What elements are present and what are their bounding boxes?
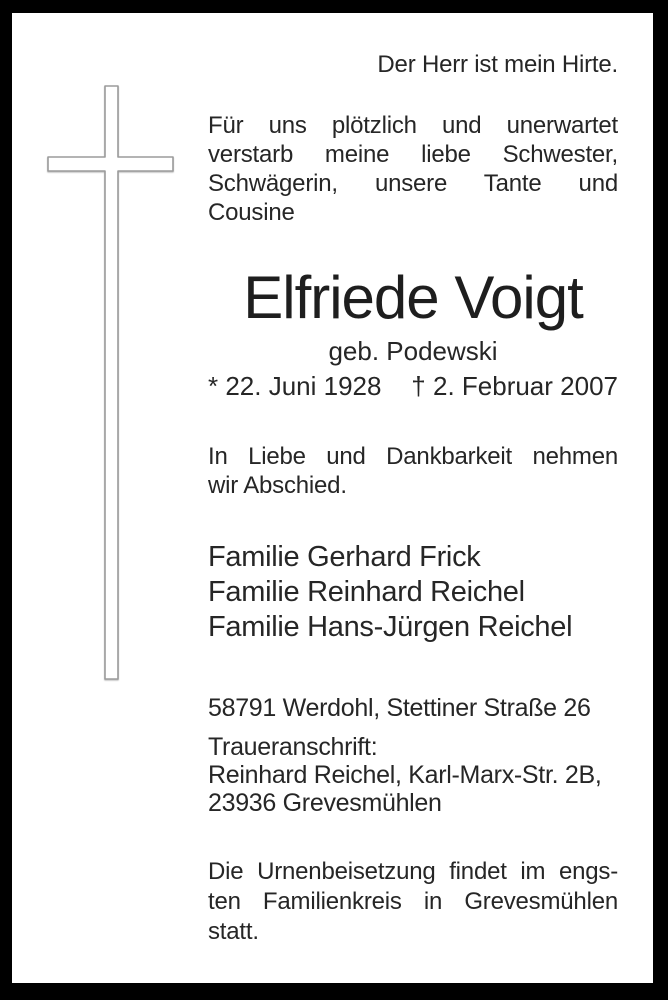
- residence-address: 58791 Werdohl, Stettiner Straße 26: [208, 694, 591, 722]
- intro-line: Cousine: [208, 199, 295, 226]
- funeral-info-line: ten Familienkreis in Grevesmühlen: [208, 888, 618, 915]
- motto: Der Herr ist mein Hirte.: [377, 51, 618, 78]
- mourner-line: Familie Gerhard Frick: [208, 541, 481, 573]
- cross-icon: [12, 13, 212, 713]
- life-dates: [208, 371, 618, 401]
- condolence-label: Traueranschrift:: [208, 733, 378, 761]
- deceased-name: Elfriede Voigt: [243, 264, 583, 331]
- funeral-info-paragraph: [208, 857, 618, 947]
- death-date: † 2. Februar 2007: [411, 371, 618, 401]
- mourners-list: [208, 540, 618, 645]
- birth-date: * 22. Juni 1928: [208, 371, 382, 401]
- farewell-paragraph: [208, 442, 618, 500]
- mourner-line: Familie Reinhard Reichel: [208, 576, 525, 608]
- maiden-name: geb. Podewski: [328, 336, 498, 366]
- obituary-card: [12, 13, 653, 983]
- farewell-line: In Liebe und Dankbarkeit nehmen: [208, 443, 618, 470]
- condolence-address-line: 23936 Grevesmühlen: [208, 789, 442, 817]
- intro-line: Schwägerin, unsere Tante und: [208, 170, 618, 197]
- mourner-line: Familie Hans-Jürgen Reichel: [208, 611, 573, 643]
- condolence-address-block: [208, 733, 618, 817]
- intro-line: verstarb meine liebe Schwester,: [208, 141, 618, 168]
- condolence-address-line: Reinhard Reichel, Karl-Marx-Str. 2B,: [208, 761, 602, 789]
- intro-paragraph: [208, 111, 618, 227]
- funeral-info-line: Die Urnenbeisetzung findet im engs-: [208, 858, 618, 885]
- funeral-info-line: statt.: [208, 918, 259, 945]
- intro-line: Für uns plötzlich und unerwartet: [208, 112, 618, 139]
- farewell-line: wir Abschied.: [208, 472, 347, 499]
